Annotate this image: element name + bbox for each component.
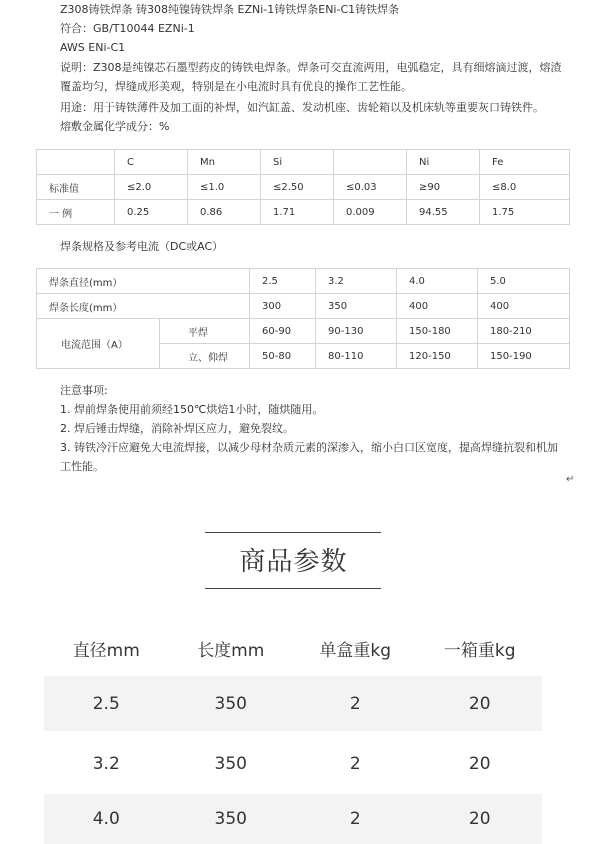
- product-params-title: 商品参数: [239, 547, 348, 577]
- composition-cell: ≤8.0: [480, 175, 570, 200]
- usage-paragraph: 用途：用于铸铁薄件及加工面的补焊，如汽缸盖、发动机座、齿轮箱以及机床轨等重要灰口铸铁件。: [60, 101, 544, 114]
- product-cell: 3.2: [92, 753, 120, 774]
- composition-header-cell: [334, 150, 407, 175]
- product-cell: 2: [349, 693, 361, 714]
- composition-header-cell: Si: [261, 150, 334, 175]
- product-cell: 350: [214, 809, 247, 829]
- product-cell: 350: [214, 693, 247, 714]
- product-cell: 2.5: [92, 693, 120, 714]
- composition-header-cell: C: [115, 150, 188, 175]
- spec-cell: 4.0: [397, 269, 478, 294]
- spec-table: [36, 268, 570, 369]
- intro-line-2: 符合：GB/T10044 EZNi-1: [60, 22, 195, 35]
- spec-current-label: 电流范围（A）: [37, 319, 160, 369]
- composition-cell: 1.75: [480, 200, 570, 225]
- composition-cell: 0.009: [334, 200, 407, 225]
- spec-sub-label: 平焊: [160, 319, 250, 344]
- composition-header-cell: Ni: [407, 150, 480, 175]
- spec-cell: 2.5: [250, 269, 316, 294]
- composition-cell: 94.55: [407, 200, 480, 225]
- intro-line-3: AWS ENi-C1: [60, 41, 126, 54]
- spec-cell: 90-130: [316, 319, 397, 344]
- composition-table: [36, 149, 570, 225]
- spec-label: 焊条长度(mm）: [37, 294, 250, 319]
- spec-cell: 80-110: [316, 344, 397, 369]
- return-mark: ↵: [566, 474, 575, 485]
- title-rule-top: [205, 532, 381, 533]
- spec-cell: 120-150: [397, 344, 478, 369]
- note-item: 3. 铸铁冷汗应避免大电流焊接，以减少母材杂质元素的深渗入，缩小白口区宽度，提高焊缝抗裂和机加工性能。: [60, 441, 558, 473]
- spec-cell: 60-90: [250, 319, 316, 344]
- spec-cell: 300: [250, 294, 316, 319]
- product-cell: 350: [214, 753, 247, 774]
- product-cell: 2: [349, 753, 361, 774]
- spec-cell: 400: [478, 294, 570, 319]
- spec-length-row: [37, 294, 570, 319]
- composition-cell: 一 例: [37, 200, 115, 225]
- composition-cell: ≤2.0: [115, 175, 188, 200]
- spec-diameter-row: [37, 269, 570, 294]
- product-row: [44, 676, 542, 731]
- spec-title: 焊条规格及参考电流（DC或AC）: [60, 240, 224, 253]
- spec-flat-row: [37, 319, 570, 344]
- notes-section: [60, 381, 560, 476]
- spec-cell: 400: [397, 294, 478, 319]
- composition-cell: 0.86: [188, 200, 261, 225]
- composition-cell: 1.71: [261, 200, 334, 225]
- composition-cell: 0.25: [115, 200, 188, 225]
- product-cell: 2: [349, 809, 361, 829]
- spec-cell: 350: [316, 294, 397, 319]
- composition-header-cell: [37, 150, 115, 175]
- product-cell: 20: [468, 753, 491, 774]
- composition-cell: ≤2.50: [261, 175, 334, 200]
- composition-header-row: [37, 150, 570, 175]
- description-paragraph: 说明：Z308是纯镍芯石墨型药皮的铸铁电焊条。焊条可交直流两用，电弧稳定，具有细熔滴过渡，熔渣覆盖均匀，焊缝成形美观，特别是在小电流时具有优良的操作工艺性能。: [60, 61, 562, 93]
- product-header-cell: 直径mm: [72, 640, 140, 661]
- spec-cell: 5.0: [478, 269, 570, 294]
- composition-row-example: [37, 200, 570, 225]
- spec-cell: 180-210: [478, 319, 570, 344]
- spec-sub-label: 立、仰焊: [160, 344, 250, 369]
- product-row: [44, 794, 542, 844]
- product-cell: 20: [468, 809, 491, 829]
- composition-title: 熔敷金属化学成分：%: [60, 120, 170, 133]
- composition-header-cell: Mn: [188, 150, 261, 175]
- composition-cell: 标准值: [37, 175, 115, 200]
- composition-cell: ≤0.03: [334, 175, 407, 200]
- spec-cell: 150-180: [397, 319, 478, 344]
- product-header-cell: 单盒重kg: [319, 640, 392, 661]
- spec-cell: 50-80: [250, 344, 316, 369]
- spec-cell: 3.2: [316, 269, 397, 294]
- composition-header-cell: Fe: [480, 150, 570, 175]
- product-row: [44, 736, 542, 791]
- composition-cell: ≤1.0: [188, 175, 261, 200]
- product-header-cell: 长度mm: [197, 640, 265, 661]
- product-cell: 4.0: [92, 809, 120, 829]
- product-header-cell: 一箱重kg: [443, 640, 516, 661]
- composition-row-standard: [37, 175, 570, 200]
- intro-line-1: Z308铸铁焊条 铸308纯镍铸铁焊条 EZNi-1铸铁焊条ENi-C1铸铁焊条: [60, 3, 400, 16]
- spec-label: 焊条直径(mm）: [37, 269, 250, 294]
- composition-cell: ≥90: [407, 175, 480, 200]
- note-item: 2. 焊后锤击焊缝，消除补焊区应力，避免裂纹。: [60, 422, 294, 435]
- note-item: 1. 焊前焊条使用前须经150℃烘焙1小时，随烘随用。: [60, 403, 324, 416]
- product-cell: 20: [468, 693, 491, 714]
- spec-cell: 150-190: [478, 344, 570, 369]
- product-header-row: [44, 620, 542, 676]
- title-rule-bottom: [205, 588, 381, 589]
- notes-title: 注意事项:: [60, 384, 108, 397]
